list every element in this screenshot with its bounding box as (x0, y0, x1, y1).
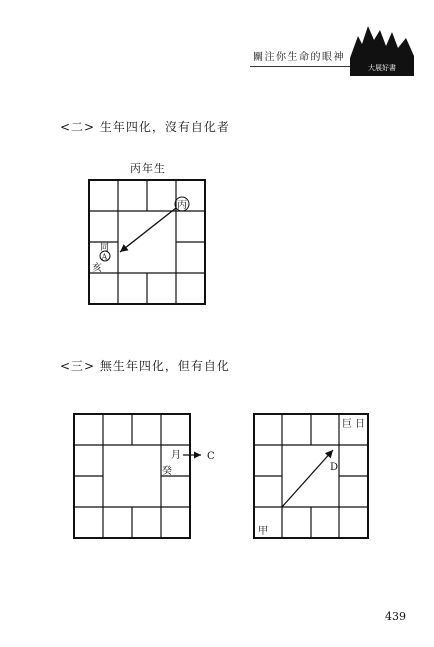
transform-mark: A (101, 252, 108, 262)
transform-mark: D (330, 462, 339, 473)
running-title: 關注你生命的眼神 (253, 52, 345, 63)
star-label-2: 日 (355, 419, 365, 430)
star-label-1: 巨 (342, 419, 352, 430)
chart-left-self-transform (70, 410, 220, 542)
transform-mark: C (207, 451, 215, 462)
chart-right-self-transform (250, 410, 374, 542)
target-star: 同 (100, 243, 110, 253)
transform-arrow (120, 208, 176, 252)
origin-stem: 丙 (177, 200, 187, 211)
logo-text: 大展好書 (368, 64, 396, 72)
stem-label: 癸 (162, 466, 172, 477)
branch-label: 亥 (92, 263, 102, 274)
page-number: 439 (385, 610, 406, 623)
section-two-heading: <二> 生年四化，沒有自化者 (60, 120, 230, 134)
section-three-heading: <三> 無生年四化，但有自化 (60, 359, 230, 373)
star-label: 月 (171, 450, 181, 461)
publisher-logo (350, 18, 414, 76)
transform-arrow (282, 450, 333, 507)
stem-label: 甲 (258, 526, 268, 537)
chart-title: 丙年生 (130, 162, 166, 175)
chart-bing-year (84, 176, 212, 308)
